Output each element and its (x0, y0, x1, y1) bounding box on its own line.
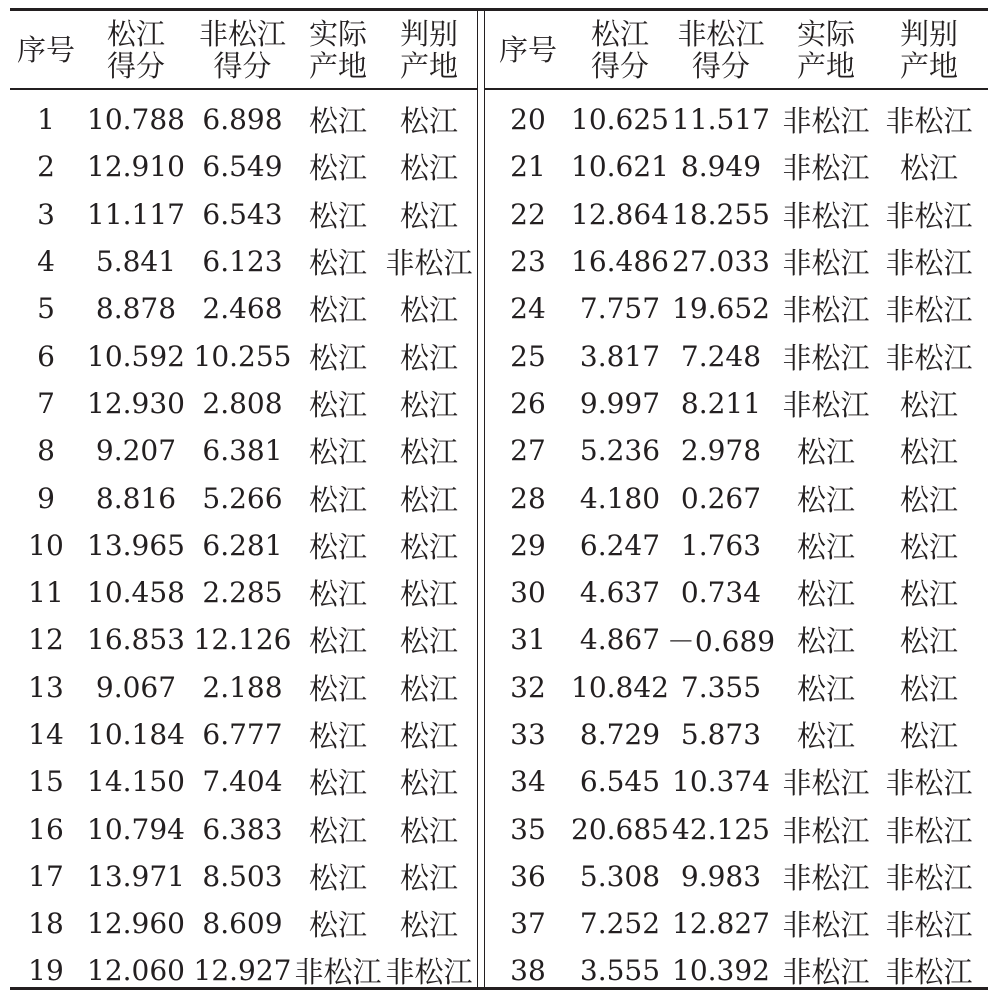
cell-index: 29 (510, 528, 546, 562)
cell-actual-origin: 松江 (796, 719, 855, 753)
cell-index: 4 (37, 245, 55, 279)
cell-songjiang-score: 10.621 (571, 150, 669, 184)
table-row (485, 900, 988, 947)
cell-songjiang-score: 16.486 (571, 245, 669, 279)
cell-songjiang-score: 20.685 (571, 812, 669, 846)
cell-actual-origin: 松江 (308, 246, 367, 281)
cell-actual-origin: 非松江 (782, 955, 870, 990)
cell-predicted-origin: 非松江 (885, 766, 973, 801)
table-row (485, 522, 988, 569)
cell-songjiang-score: 5.308 (579, 859, 661, 893)
cell-songjiang-score: 12.960 (87, 907, 185, 941)
cell-songjiang-score: 5.236 (579, 434, 661, 468)
cell-index: 11 (28, 576, 64, 610)
cell-predicted-origin: 非松江 (385, 955, 473, 990)
cell-songjiang-score: 9.207 (95, 434, 177, 468)
header-actual-origin-line1: 实际 (308, 16, 367, 51)
cell-index: 36 (510, 859, 546, 893)
cell-index: 24 (510, 292, 546, 326)
cell-index: 33 (510, 718, 546, 751)
table-row (10, 474, 477, 521)
cell-index: 38 (510, 954, 546, 988)
cell-songjiang-score: 10.458 (87, 576, 185, 610)
cell-index: 17 (28, 859, 64, 893)
table-row (485, 805, 988, 852)
cell-non-songjiang-score: 1.763 (680, 528, 762, 562)
cell-actual-origin: 松江 (308, 104, 367, 139)
cell-non-songjiang-score: 10.255 (193, 339, 292, 373)
cell-index: 8 (37, 434, 55, 468)
cell-actual-origin: 松江 (308, 624, 367, 659)
cell-predicted-origin: 松江 (899, 624, 958, 659)
header-predicted-origin-line1: 判别 (899, 16, 958, 51)
cell-non-songjiang-score: 10.392 (672, 954, 770, 988)
cell-songjiang-score: 13.965 (87, 528, 185, 562)
cell-songjiang-score: 10.794 (87, 812, 185, 846)
cell-predicted-origin: 非松江 (885, 246, 973, 281)
cell-songjiang-score: 10.842 (571, 670, 669, 704)
cell-actual-origin: 非松江 (782, 340, 870, 375)
cell-actual-origin: 非松江 (782, 293, 870, 328)
cell-non-songjiang-score: 6.898 (202, 103, 283, 137)
cell-songjiang-score: 10.788 (87, 103, 185, 137)
cell-predicted-origin: 松江 (399, 340, 458, 375)
cell-songjiang-score: 5.841 (95, 245, 177, 279)
table-row (485, 238, 988, 285)
cell-actual-origin: 非松江 (782, 387, 870, 422)
cell-non-songjiang-score: 6.543 (202, 197, 283, 231)
table-row (10, 853, 477, 900)
cell-actual-origin: 松江 (308, 482, 367, 517)
table-header-left (10, 11, 477, 90)
cell-actual-origin: 松江 (796, 529, 855, 564)
cell-songjiang-score: 12.930 (87, 386, 185, 420)
cell-non-songjiang-score: 6.381 (202, 434, 283, 468)
cell-songjiang-score: 11.117 (87, 197, 185, 231)
cell-actual-origin: 非松江 (294, 955, 382, 990)
table-row (485, 758, 988, 805)
cell-non-songjiang-score: 9.983 (680, 859, 762, 893)
table-row (10, 711, 477, 758)
cell-songjiang-score: 10.625 (571, 103, 669, 137)
cell-songjiang-score: 6.545 (579, 765, 661, 799)
cell-non-songjiang-score: 6.383 (202, 812, 283, 846)
table-row (10, 143, 477, 190)
cell-songjiang-score: 16.853 (87, 623, 185, 657)
header-songjiang-score-line2: 得分 (590, 48, 649, 83)
cell-predicted-origin: 松江 (399, 435, 458, 470)
header-non-songjiang-score (669, 11, 773, 88)
header-index-label: 序号 (498, 32, 557, 67)
cell-index: 37 (510, 907, 546, 941)
table-row (10, 947, 477, 994)
header-songjiang-score-line2: 得分 (106, 48, 165, 83)
cell-predicted-origin: 松江 (899, 577, 958, 612)
table-row (485, 285, 988, 332)
cell-non-songjiang-score: 7.248 (680, 339, 762, 373)
cell-songjiang-score: 8.816 (95, 481, 177, 515)
double-rule-divider (477, 11, 485, 987)
cell-index: 6 (37, 339, 55, 373)
table-row (10, 380, 477, 427)
cell-songjiang-score: 9.067 (95, 670, 177, 704)
cell-songjiang-score: 3.817 (579, 339, 661, 373)
table-row (485, 96, 988, 143)
table-row (10, 522, 477, 569)
table-row (10, 285, 477, 332)
cell-actual-origin: 松江 (796, 577, 855, 612)
cell-actual-origin: 松江 (308, 577, 367, 612)
header-non-songjiang-score-line2: 得分 (691, 48, 750, 83)
table-row (485, 947, 988, 994)
cell-actual-origin: 松江 (796, 671, 855, 706)
table-row (10, 191, 477, 238)
cell-actual-origin: 非松江 (782, 246, 870, 281)
header-songjiang-score (571, 11, 669, 88)
discriminant-table (10, 8, 988, 990)
table-body-left (10, 96, 477, 995)
cell-actual-origin: 松江 (308, 387, 367, 422)
cell-songjiang-score: 3.555 (579, 954, 661, 988)
cell-predicted-origin: 松江 (899, 387, 958, 422)
header-index-label: 序号 (16, 32, 75, 67)
header-songjiang-score (82, 11, 190, 88)
table-row (485, 474, 988, 521)
header-actual-origin-line2: 产地 (796, 48, 855, 83)
table-left-half (10, 11, 477, 990)
cell-songjiang-score: 4.867 (579, 623, 661, 657)
header-actual-origin-line1: 实际 (796, 16, 855, 51)
cell-songjiang-score: 4.180 (579, 481, 661, 515)
cell-index: 16 (28, 812, 64, 846)
table-row (10, 900, 477, 947)
cell-predicted-origin: 非松江 (885, 198, 973, 233)
header-predicted-origin (879, 11, 979, 88)
cell-index: 31 (510, 623, 546, 657)
cell-actual-origin: 松江 (308, 293, 367, 328)
table-row (485, 332, 988, 379)
cell-non-songjiang-score: 2.188 (202, 670, 283, 704)
cell-songjiang-score: 14.150 (87, 765, 185, 799)
cell-index: 23 (510, 245, 546, 279)
cell-actual-origin: 非松江 (782, 198, 870, 233)
table-row (10, 427, 477, 474)
table-row (485, 853, 988, 900)
cell-songjiang-score: 10.592 (87, 339, 185, 373)
cell-non-songjiang-score: 0.734 (680, 576, 762, 610)
cell-non-songjiang-score: 18.255 (672, 197, 770, 231)
header-index (485, 11, 571, 88)
header-non-songjiang-score-line1: 非松江 (198, 16, 286, 51)
cell-non-songjiang-score: 6.123 (202, 245, 283, 279)
cell-index: 34 (510, 765, 546, 799)
cell-index: 35 (510, 812, 546, 846)
cell-actual-origin: 非松江 (782, 104, 870, 139)
cell-predicted-origin: 松江 (399, 719, 458, 753)
cell-predicted-origin: 非松江 (885, 908, 973, 943)
cell-predicted-origin: 松江 (399, 529, 458, 564)
cell-actual-origin: 松江 (796, 435, 855, 470)
cell-non-songjiang-score: 2.285 (202, 576, 283, 610)
cell-index: 32 (510, 670, 546, 704)
cell-predicted-origin: 松江 (899, 435, 958, 470)
cell-actual-origin: 非松江 (782, 766, 870, 801)
cell-predicted-origin: 松江 (399, 151, 458, 186)
cell-predicted-origin: 松江 (399, 104, 458, 139)
cell-predicted-origin: 松江 (399, 813, 458, 848)
cell-actual-origin: 松江 (308, 435, 367, 470)
cell-index: 9 (37, 481, 55, 515)
cell-predicted-origin: 非松江 (885, 860, 973, 895)
cell-predicted-origin: 松江 (899, 719, 958, 753)
cell-predicted-origin: 松江 (899, 482, 958, 517)
cell-actual-origin: 松江 (308, 671, 367, 706)
cell-non-songjiang-score: 10.374 (672, 765, 770, 799)
header-predicted-origin-line1: 判别 (399, 16, 458, 51)
cell-songjiang-score: 7.757 (579, 292, 661, 326)
cell-index: 5 (37, 292, 55, 326)
cell-songjiang-score: 9.997 (579, 386, 661, 420)
cell-non-songjiang-score: 12.126 (193, 623, 292, 657)
cell-non-songjiang-score: －0.689 (666, 624, 776, 658)
cell-songjiang-score: 10.184 (87, 718, 185, 751)
cell-index: 18 (28, 907, 64, 941)
cell-actual-origin: 松江 (308, 340, 367, 375)
cell-non-songjiang-score: 5.266 (202, 481, 283, 515)
cell-non-songjiang-score: 6.777 (202, 718, 283, 751)
cell-songjiang-score: 12.864 (571, 197, 669, 231)
cell-non-songjiang-score: 2.468 (202, 292, 283, 326)
cell-predicted-origin: 松江 (399, 908, 458, 943)
cell-actual-origin: 松江 (308, 908, 367, 943)
cell-non-songjiang-score: 2.808 (202, 386, 283, 420)
cell-index: 26 (510, 386, 546, 420)
cell-index: 22 (510, 197, 546, 231)
cell-non-songjiang-score: 5.873 (680, 718, 762, 751)
cell-predicted-origin: 松江 (399, 766, 458, 801)
cell-actual-origin: 非松江 (782, 908, 870, 943)
cell-songjiang-score: 8.729 (579, 718, 661, 751)
cell-non-songjiang-score: 2.978 (680, 434, 762, 468)
cell-index: 21 (510, 150, 546, 184)
table-row (485, 711, 988, 758)
cell-predicted-origin: 松江 (399, 860, 458, 895)
header-predicted-origin-line2: 产地 (399, 48, 458, 83)
table-row (10, 332, 477, 379)
cell-predicted-origin: 松江 (899, 529, 958, 564)
cell-index: 12 (28, 623, 64, 657)
cell-songjiang-score: 7.252 (579, 907, 661, 941)
cell-actual-origin: 松江 (308, 529, 367, 564)
header-songjiang-score-line1: 松江 (590, 16, 649, 51)
cell-non-songjiang-score: 11.517 (672, 103, 770, 137)
table-row (10, 616, 477, 663)
header-actual-origin (773, 11, 879, 88)
cell-index: 7 (37, 386, 55, 420)
table-row (485, 569, 988, 616)
header-non-songjiang-score-line1: 非松江 (677, 16, 765, 51)
cell-non-songjiang-score: 6.281 (202, 528, 283, 562)
header-songjiang-score-line1: 松江 (106, 16, 165, 51)
table-row (485, 616, 988, 663)
cell-index: 3 (37, 197, 55, 231)
cell-non-songjiang-score: 12.827 (672, 907, 770, 941)
cell-predicted-origin: 松江 (899, 151, 958, 186)
table-row (10, 96, 477, 143)
cell-predicted-origin: 非松江 (385, 246, 473, 281)
header-non-songjiang-score-line2: 得分 (213, 48, 272, 83)
cell-songjiang-score: 12.910 (87, 150, 185, 184)
header-predicted-origin-line2: 产地 (899, 48, 958, 83)
table-right-half (485, 11, 988, 990)
table-row (10, 758, 477, 805)
table-row (10, 664, 477, 711)
cell-non-songjiang-score: 27.033 (672, 245, 770, 279)
cell-non-songjiang-score: 8.609 (202, 907, 283, 941)
cell-actual-origin: 松江 (308, 198, 367, 233)
cell-actual-origin: 非松江 (782, 813, 870, 848)
cell-non-songjiang-score: 19.652 (672, 292, 770, 326)
table-row (485, 664, 988, 711)
cell-predicted-origin: 松江 (399, 671, 458, 706)
cell-index: 25 (510, 339, 546, 373)
cell-songjiang-score: 13.971 (87, 859, 185, 893)
cell-actual-origin: 松江 (308, 813, 367, 848)
cell-index: 28 (510, 481, 546, 515)
cell-non-songjiang-score: 0.267 (680, 481, 762, 515)
cell-predicted-origin: 非松江 (885, 340, 973, 375)
cell-actual-origin: 松江 (796, 482, 855, 517)
cell-songjiang-score: 8.878 (95, 292, 177, 326)
table-row (10, 805, 477, 852)
cell-non-songjiang-score: 12.927 (193, 954, 292, 988)
cell-predicted-origin: 非松江 (885, 813, 973, 848)
table-body-right (485, 96, 988, 995)
cell-actual-origin: 松江 (308, 719, 367, 753)
cell-non-songjiang-score: 7.355 (680, 670, 762, 704)
table-header-right (485, 11, 988, 90)
header-non-songjiang-score (190, 11, 295, 88)
header-predicted-origin (381, 11, 477, 88)
cell-predicted-origin: 松江 (399, 482, 458, 517)
cell-non-songjiang-score: 8.949 (680, 150, 762, 184)
cell-predicted-origin: 非松江 (885, 293, 973, 328)
table-row (485, 143, 988, 190)
header-actual-origin (295, 11, 381, 88)
cell-non-songjiang-score: 7.404 (202, 765, 283, 799)
cell-predicted-origin: 非松江 (885, 955, 973, 990)
cell-actual-origin: 松江 (308, 766, 367, 801)
table-row (485, 191, 988, 238)
cell-predicted-origin: 松江 (399, 293, 458, 328)
cell-songjiang-score: 4.637 (579, 576, 661, 610)
cell-non-songjiang-score: 6.549 (202, 150, 283, 184)
cell-songjiang-score: 6.247 (579, 528, 661, 562)
cell-index: 27 (510, 434, 546, 468)
cell-predicted-origin: 松江 (399, 387, 458, 422)
cell-index: 30 (510, 576, 546, 610)
table-row (10, 569, 477, 616)
cell-non-songjiang-score: 8.503 (202, 859, 283, 893)
cell-non-songjiang-score: 8.211 (680, 386, 762, 420)
cell-predicted-origin: 松江 (899, 671, 958, 706)
cell-index: 15 (28, 765, 64, 799)
cell-non-songjiang-score: 42.125 (672, 812, 770, 846)
cell-index: 14 (28, 718, 64, 751)
table-row (485, 427, 988, 474)
cell-actual-origin: 松江 (308, 151, 367, 186)
table-row (10, 238, 477, 285)
cell-songjiang-score: 12.060 (87, 954, 185, 988)
cell-index: 2 (37, 150, 55, 184)
cell-index: 13 (28, 670, 64, 704)
cell-predicted-origin: 松江 (399, 577, 458, 612)
cell-index: 19 (28, 954, 64, 988)
header-actual-origin-line2: 产地 (308, 48, 367, 83)
cell-actual-origin: 松江 (308, 860, 367, 895)
cell-predicted-origin: 松江 (399, 198, 458, 233)
cell-index: 10 (28, 528, 64, 562)
cell-predicted-origin: 非松江 (885, 104, 973, 139)
cell-actual-origin: 非松江 (782, 151, 870, 186)
cell-index: 20 (510, 103, 546, 137)
header-index (10, 11, 82, 88)
cell-predicted-origin: 松江 (399, 624, 458, 659)
cell-actual-origin: 非松江 (782, 860, 870, 895)
table-row (485, 380, 988, 427)
cell-index: 1 (37, 103, 55, 137)
cell-actual-origin: 松江 (796, 624, 855, 659)
